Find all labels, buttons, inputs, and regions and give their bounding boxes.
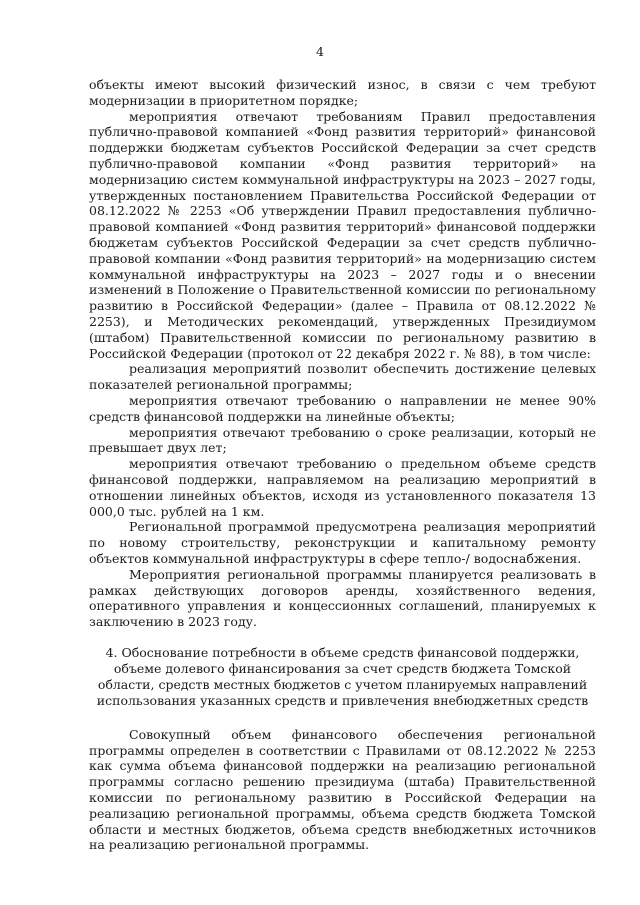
heading-line: объеме долевого финансирования за счет средств бюджета Томской: [113, 660, 572, 676]
body-paragraph: мероприятия отвечают требованию о предельном объеме средств финансовой поддержки, направляемом на реализацию мероприятий в отношении линейных объектов, исходя из установленного показателя 13 000,0 тыс. рублей на 1 км.: [89, 456, 596, 519]
body-paragraph: мероприятия отвечают требованию о направлении не менее 90% средств финансовой поддержки на линейные объекты;: [89, 392, 596, 424]
paragraphs-after-heading: [89, 727, 596, 853]
heading-line: 4. Обоснование потребности в объеме средств финансовой поддержки,: [105, 644, 580, 660]
body-paragraph: Мероприятия региональной программы планируется реализовать в рамках действующих договоров аренды, хозяйственного ведения, оперативного управления и концессионных соглашений, планируемых к заключению в 2023 году.: [89, 566, 596, 630]
body-paragraph: Совокупный объем финансового обеспечения региональной программы определен в соответствии с Правилами от 08.12.2022 № 2253 как сумма объема финансовой поддержки на реализацию региональной программы согласно решению президиума (штаба) Правительственной комиссии по региональному развитию в Российской Федерации на реализацию региональной программы, объема средств бюджета Томской области и местных бюджетов, объема средств внебюджетных источников на реализацию региональной программы.: [89, 726, 596, 853]
document-body: [89, 77, 596, 853]
body-paragraph: мероприятия отвечают требованию о сроке реализации, который не превышает двух лет;: [89, 424, 596, 456]
heading-line: использования указанных средств и привлечения внебюджетных средств: [96, 692, 589, 708]
body-paragraph: Региональной программой предусмотрена реализация мероприятий по новому строительству, реконструкции и капитальному ремонту объектов коммунальной инфраструктуры в сфере тепло-/ водоснабжения.: [89, 519, 596, 566]
body-paragraph: реализация мероприятий позволит обеспечить достижение целевых показателей региональной программы;: [89, 361, 596, 393]
heading-line: области, средств местных бюджетов с учетом планируемых направлений: [97, 676, 588, 692]
body-paragraph: мероприятия отвечают требованиям Правил предоставления публично-правовой компанией «Фонд развития территорий» финансовой поддержки бюджетам субъектов Российской Федерации за счет средств публично-правовой компании «Фонд развития территорий» на модернизацию систем коммунальной инфраструктуры на 2023 – 2027 годы, утвержденных постановлением Правительства Российской Федерации от 08.12.2022 № 2253 «Об утверждении Правил предоставления публично-правовой компанией «Фонд развития территорий» финансовой поддержки бюджетам субъектов Российской Федерации за счет средств публично-правовой компании «Фонд развития территорий» на модернизацию систем коммунальной инфраструктуры на 2023 – 2027 годы и о внесении изменений в Положение о Правительственной комиссии по региональному развитию в Российской Федерации» (далее – Правила от 08.12.2022 № 2253), и Методических рекомендаций, утвержденных Президиумом (штабом) Правительственной комиссии по региональному развитию в Российской Федерации (протокол от 22 декабря 2022 г. № 88), в том числе:: [89, 108, 596, 361]
body-paragraph: объекты имеют высокий физический износ, в связи с чем требуют модернизации в приоритетном порядке;: [89, 77, 596, 108]
section-heading: [89, 645, 596, 709]
page-number: 4: [316, 44, 324, 59]
paragraphs-before-heading: [89, 77, 596, 630]
